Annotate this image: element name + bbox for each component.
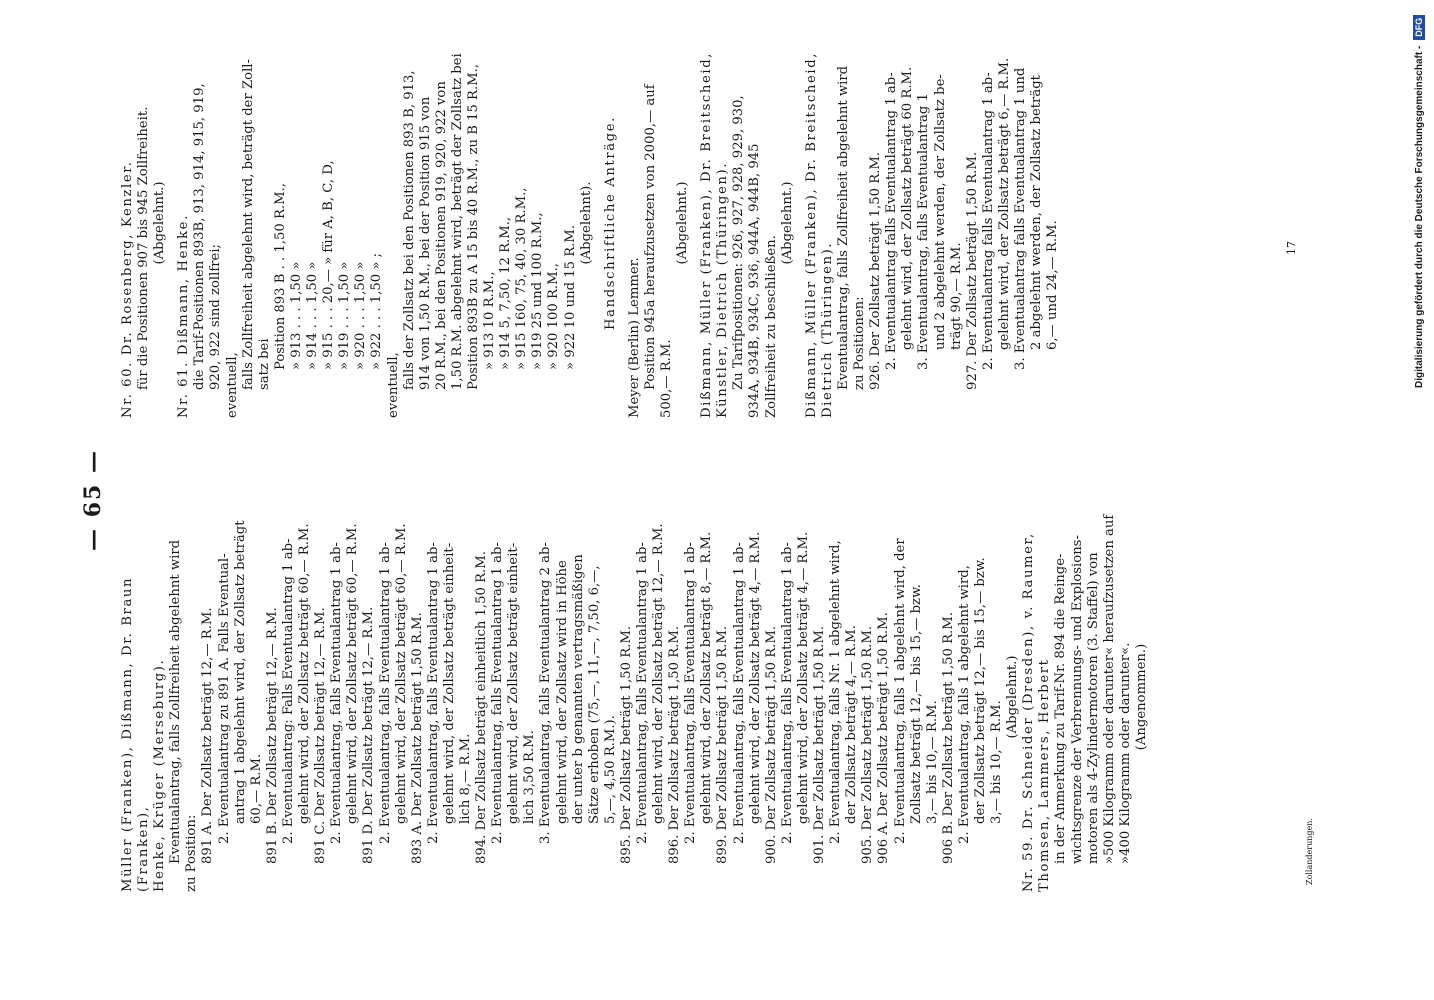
text-line: satz bei xyxy=(256,338,272,390)
text-line: 927. Der Zollsatz beträgt 1,50 R.M. xyxy=(964,151,980,390)
text-line: lich 3,50 R.M. xyxy=(522,730,538,824)
text-line: » 915 160, 75, 40, 30 R.M., xyxy=(514,187,530,370)
footer-note: Zollanderungen. xyxy=(1305,818,1314,885)
text-line: Sätze erhoben (75,—, 11,—, 7,50, 6,—, xyxy=(586,565,602,824)
text-line: gelehnt wird, der Zollsatz beträgt 60,— R.M. xyxy=(297,523,313,824)
motion-heading: Meyer (Berlin) Lemmer. xyxy=(626,257,642,418)
text-line: Zu Tarifpositionen: 926, 927, 928, 929, 930, xyxy=(731,95,747,390)
status-line: (Angenommen.) xyxy=(1133,643,1149,751)
motion-heading: Künstler, Dietrich (Thüringen). xyxy=(715,162,731,418)
signature-number: 17 xyxy=(1285,241,1298,255)
side-banner-text xyxy=(1404,0,1434,1000)
text-line: » 920 100 R.M., xyxy=(546,263,562,370)
text-line: gelehnt wird, der Zollsatz beträgt einheit- xyxy=(441,542,457,824)
text-line: Position 893 B . . 1,50 R.M., xyxy=(272,183,288,370)
text-line: gelehnt wird, der Zollsatz beträgt 60,— R.M. xyxy=(345,523,361,824)
text-line: 926. Der Zollsatz beträgt 1,50 R.M. xyxy=(868,151,884,390)
text-line: »400 Kilogramm oder darunter«. xyxy=(1117,642,1133,864)
status-line: (Abgelehnt.) xyxy=(675,181,691,265)
text-line: gelehnt wird, der Zollsatz beträgt 60,— R.M. xyxy=(393,523,409,824)
text-line: gelehnt wird, der Zollsatz beträgt 12,— R.M. xyxy=(651,523,667,824)
text-line: » 915 . . . 20,— » für A, B, C, D, xyxy=(321,160,337,370)
text-line: gelehnt wird, der Zollsatz beträgt 6,— R.M. xyxy=(996,57,1012,350)
motion-heading: Nr. 59. Dr. Schneider (Dresden), v. Raumer, xyxy=(1021,532,1037,892)
text-line: » 914 5, 7,50, 12 R.M., xyxy=(498,216,514,370)
authors-line: Henke, Krüger (Merseburg). xyxy=(152,658,168,892)
status-line: (Abgelehnt). xyxy=(578,181,594,265)
text-line: lich 8,— R.M. xyxy=(457,733,473,824)
text-line: antrag 1 abgelehnt wird, der Zollsatz beträgt xyxy=(232,520,248,824)
text-line: Position 945a heraufzusetzen von 2000,— auf xyxy=(642,84,658,390)
motion-heading: Nr. 60. Dr. Rosenberg, Kenzler. xyxy=(120,160,135,418)
text-line: 2. Eventualantrag, falls 1 abgelehnt wird, xyxy=(956,565,972,844)
text-line: gelehnt wird, der Zollsatz beträgt 4,— R.M. xyxy=(747,531,763,824)
text-line: 3,— bis 10,— R.M. xyxy=(924,700,940,824)
text-line: 2. Eventualantrag, falls Nr. 1 abgelehnt wird, xyxy=(828,540,844,844)
text-line: gelehnt wird, der Zollsatz wird in Höhe xyxy=(554,560,570,824)
text-line: 2. Eventualantrag, falls Eventualantrag 1 ab- xyxy=(377,542,393,844)
text-line: 891 B. Der Zollsatz beträgt 12,— R.M. xyxy=(264,607,280,864)
text-line: 2. Eventualantrag, falls Eventualantrag 1 ab- xyxy=(779,542,795,844)
motion-heading: Thomsen, Lammers, Herbert xyxy=(1037,658,1053,892)
text-line: gelehnt wird, der Zollsatz beträgt 8,— R.M. xyxy=(699,531,715,824)
text-line: 905. Der Zollsatz beträgt 1,50 R.M. xyxy=(860,625,876,864)
motion-heading: Dißmann, Müller (Franken), Dr. Breitscheid, xyxy=(803,51,819,418)
text-line: » 922 10 und 15 R.M. xyxy=(562,224,578,370)
text-line: 3. Eventualantrag, falls Eventualantrag 2 ab- xyxy=(538,542,554,844)
text-line: falls der Zollsatz bei den Positionen 893 B, 913, xyxy=(401,70,417,390)
text-line: » 920 . . . 1,50 » xyxy=(353,261,369,370)
text-line: 894. Der Zollsatz beträgt einheitlich 1,50 R.M. xyxy=(474,551,490,864)
text-line: » 913 . . . 1,50 » xyxy=(288,261,304,370)
motion-heading: Nr. 61. Dißmann, Henke. xyxy=(176,214,192,418)
text-line: die Tarif-Positionen 893B, 913, 914, 915, 919, xyxy=(192,83,208,390)
text-line: 2. Eventualantrag falls Eventualantrag 1 ab- xyxy=(884,72,900,370)
right-column xyxy=(120,28,1061,418)
text-line: gelehnt wird, der Zollsatz beträgt einheit- xyxy=(506,542,522,824)
text-line: Eventualantrag, falls Zollfreiheit abgelehnt wird xyxy=(168,539,184,864)
text-line: 1,50 R.M. abgelehnt wird, beträgt der Zollsatz bei xyxy=(449,53,465,390)
left-column xyxy=(120,502,1150,892)
text-line: 891 A. Der Zollsatz beträgt 12,— R.M. xyxy=(200,607,216,864)
text-line: 2. Eventualantrag, falls Eventualantrag 1 ab- xyxy=(329,542,345,844)
side-banner xyxy=(1404,0,1434,1000)
text-line: zu Position: xyxy=(184,814,200,892)
text-line: eventuell, xyxy=(224,352,240,418)
text-line: 891 C. Der Zollsatz beträgt 12,— R.M. xyxy=(313,607,329,864)
text-line: gelehnt wird, der Zollsatz beträgt 4,— R.M. xyxy=(795,531,811,824)
text-line: Position 893B zu A 15 bis 40 R.M., zu B 15 R.M., xyxy=(465,63,481,390)
text-line: 895. Der Zollsatz beträgt 1,50 R.M. xyxy=(618,625,634,864)
text-line: motoren als 4-Zylindermotoren (3. Staffel) von xyxy=(1085,552,1101,864)
text-line: 900. Der Zollsatz beträgt 1,50 R.M. xyxy=(763,625,779,864)
text-line: und 2 abgelehnt werden, der Zollsatz be- xyxy=(932,74,948,350)
section-heading: Handschriftliche Anträge. xyxy=(602,116,618,330)
text-line: 2. Eventualantrag, falls Eventualantrag 1 ab- xyxy=(425,542,441,844)
text-line: eventuell, xyxy=(385,352,401,418)
text-line: » 922 . . . 1,50 » ; xyxy=(369,252,385,370)
text-line: 906 A. Der Zollsatz beträgt 1,50 R.M. xyxy=(876,612,892,864)
text-line: 20 R.M., bei den Positionen 919, 920, 922 von xyxy=(433,81,449,390)
text-line: der unter b genannten vertragsmäßigen xyxy=(570,554,586,824)
page-number: — 65 — xyxy=(80,449,106,551)
text-line: 60,— R.M. xyxy=(248,753,264,824)
text-line: wichtsgrenze der Verbrennungs- und Explosions- xyxy=(1069,535,1085,864)
text-line: » 919 . . . 1,50 » xyxy=(337,261,353,370)
text-line: Zollsatz beträgt 12,— bis 15,— bzw. xyxy=(908,584,924,824)
text-line: der Zollsatz beträgt 4,— R.M. xyxy=(844,625,860,824)
text-line: für die Positionen 907 bis 945 Zollfreiheit. xyxy=(136,106,152,390)
text-line: »500 Kilogramm oder darunter« heraufzusetzen auf xyxy=(1101,514,1117,864)
text-line: 901. Der Zollsatz beträgt 1,50 R.M. xyxy=(812,625,828,864)
text-line: 934A, 934B, 934C, 936, 944A, 944B, 945 xyxy=(747,143,763,418)
text-line: 2. Eventualantrag, falls Eventualantrag 1 ab- xyxy=(490,542,506,844)
text-line: 893 A. Der Zollsatz beträgt 1,50 R.M. xyxy=(409,612,425,864)
text-line: 891 D. Der Zollsatz beträgt 12,— R.M. xyxy=(361,606,377,864)
text-line: 5,—, 4,50 R.M.). xyxy=(602,715,618,824)
text-line: 3. Eventualantrag falls Eventualantrag 1 und xyxy=(1012,67,1028,370)
text-line: » 914 . . . 1,50 » xyxy=(305,261,321,370)
text-line: 914 von 1,50 R.M., bei der Position 915 von xyxy=(417,96,433,390)
dfg-logo: DFG xyxy=(1413,15,1425,40)
text-line: gelehnt wird, der Zollsatz beträgt 60 R.M. xyxy=(900,66,916,350)
text-line: 2. Eventualantrag: Falls Eventualantrag 1 ab- xyxy=(280,538,296,844)
text-line: 2. Eventualantrag, falls Eventualantrag 1 ab- xyxy=(683,542,699,844)
text-line: in der Anmerkung zu Tarif-Nr. 894 die Reinge- xyxy=(1053,553,1069,864)
motion-heading: Dißmann, Müller (Franken), Dr. Breitscheid, xyxy=(699,51,715,418)
text-line: 2. Eventualantrag, falls Eventualantrag 1 ab- xyxy=(731,542,747,844)
text-line: 920, 922 sind zollfrei; xyxy=(208,243,224,390)
text-line: der Zollsatz beträgt 12,— bis 15,— bzw. xyxy=(972,557,988,824)
text-line: falls Zollfreiheit abgelehnt wird, beträgt der Zoll- xyxy=(240,59,256,390)
text-line: 2. Eventualantrag, falls 1 abgelehnt wird, der xyxy=(892,538,908,844)
motion-heading: Dietrich (Thüringen). xyxy=(819,241,835,418)
text-line: 2. Eventualantrag, falls Eventualantrag 1 ab- xyxy=(635,542,650,844)
text-line: 2. Eventualantrag zu 891 A. Falls Eventual- xyxy=(216,553,232,844)
text-line: Zollfreiheit zu beschließen. xyxy=(763,235,779,418)
text-line: 2. Eventualantrag falls Eventualantrag 1 ab- xyxy=(980,72,996,370)
status-line: (Abgelehnt.) xyxy=(152,181,168,265)
text-line: 2 abgelehnt werden, der Zollsatz beträgt xyxy=(1029,75,1045,350)
text-line: Eventualantrag, falls Zollfreiheit abgelehnt wird xyxy=(835,65,851,390)
text-line: 500,— R.M. xyxy=(659,339,674,418)
authors-line: Müller (Franken), Dißmann, Dr. Braun (Franken), xyxy=(120,576,152,892)
text-line: » 919 25 und 100 R.M., xyxy=(530,212,546,370)
status-line: (Abgelehnt.) xyxy=(779,181,795,265)
text-line: 906 B. Der Zollsatz beträgt 1,50 R.M. xyxy=(940,612,956,864)
status-line: (Abgelehnt.) xyxy=(1005,655,1021,739)
text-line: 896. Der Zollsatz beträgt 1,50 R.M. xyxy=(667,625,683,864)
text-line: » 913 10 R.M., xyxy=(482,271,498,370)
text-line: 3. Eventualantrag, falls Eventualantrag 1 xyxy=(916,93,932,370)
text-line: 3,— bis 10,— R.M. xyxy=(989,700,1005,824)
text-line: 6,— und 24,— R.M. xyxy=(1045,220,1061,350)
text-line: trägt 90,— R.M. xyxy=(948,242,964,350)
text-line: zu Positionen: xyxy=(852,296,868,390)
funding-note: Digitalisierung gefördert durch die Deutsche Forschungsgemeinschaft - xyxy=(1413,45,1425,388)
text-line: 899. Der Zollsatz beträgt 1,50 R.M. xyxy=(715,625,731,864)
